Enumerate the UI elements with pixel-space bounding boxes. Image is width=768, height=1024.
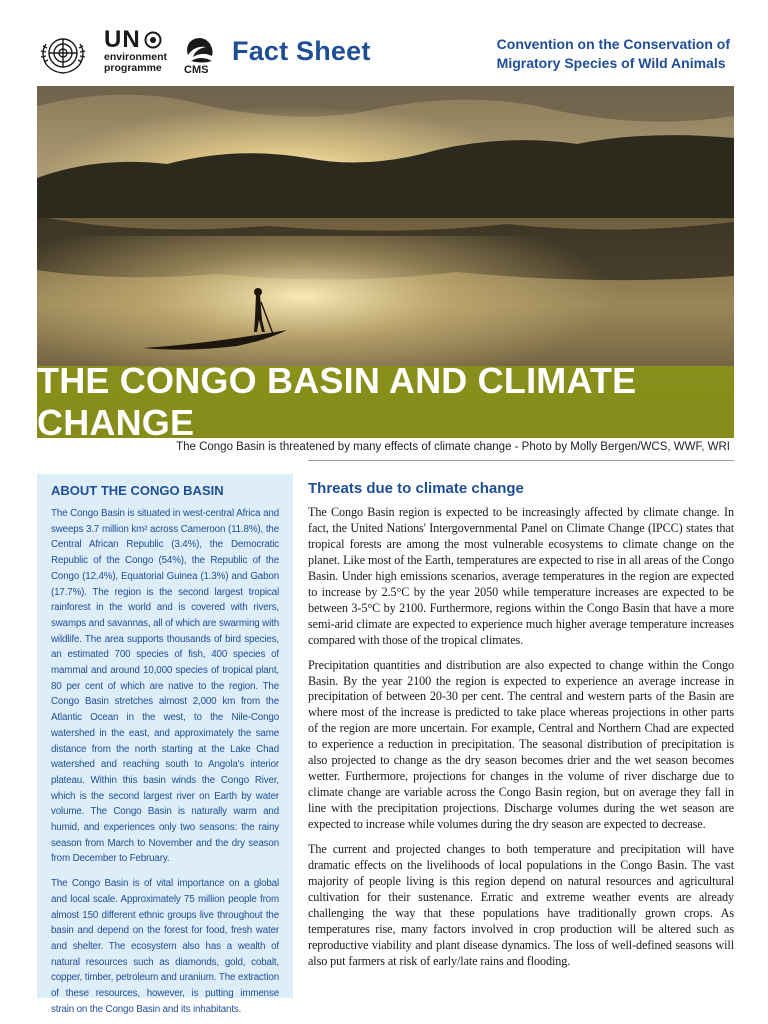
un-title-text: UN (104, 26, 141, 53)
section-heading: Threats due to climate change (308, 480, 524, 497)
convention-line-1: Convention on the Conservation of (496, 36, 730, 52)
un-small-emblem-icon (144, 31, 162, 49)
main-paragraph-2: Precipitation quantities and distribution are also expected to change within the Congo Basin. By the year 2100 the region is expected to experience an average increase in precipitation of between 20-30 per cent. The central and western parts of the Basin are where most of the increase is predicted to take place whereas projections in other parts of the region are more uncertain. For example, Central and Northern Chad are expected to experience a reduction in precipitation. The seasonal distribution of precipitation is also projected to change as the dry season becomes drier and the wet season becomes wetter. Furthermore, projections for changes in the volume of river discharge due to climate change are variable across the Congo Basin region, but on average they fall in line with the precipitation projections. Discharge volumes during the wet season are expected to increase while volumes during the dry season are expected to decrease. (308, 657, 734, 832)
photo-caption: The Congo Basin is threatened by many effects of climate change - Photo by Molly Bergen/WCS, WWF, WRI (176, 441, 730, 453)
sidebar-paragraph-1: The Congo Basin is situated in west-central Africa and sweeps 3.7 million km² across Cameroon (11.8%), the Central African Republic (3.4%), the Democratic Republic of the Congo (54%), the Republic of the Congo (12.4%), Equatorial Guinea (1.3%) and Gabon (17.7%). The region is the second largest tropical rainforest in the world and is covered with rivers, swamps and savannas, all of which are swarming with wildlife. The area supports thousands of bird species, an estimated 700 species of fish, 400 species of mammal and around 10,000 species of tropical plant, 80 per cent of which are native to the region. The Congo Basin stretches almost 2,000 km from the Atlantic Ocean in the west, to the Nile-Congo watershed in the east, and approximately the same distance from the north starting at the Lake Chad watershed and reaching south to Angola's interior plateau. Within this basin winds the Congo River, which is the second largest river on Earth by water volume. The Congo Basin is naturally warm and humid, and experiences only two seasons: the rainy season from March to November and the dry season from December to February. (51, 508, 279, 865)
unep-logo (104, 28, 167, 74)
page-title: THE CONGO BASIN AND CLIMATE CHANGE (37, 360, 637, 443)
sidebar-heading: ABOUT THE CONGO BASIN (51, 483, 224, 498)
sidebar-paragraph-2: The Congo Basin is of vital importance on a global and local scale. Approximately 75 million people from almost 150 different ethnic groups live throughout the basin and depend on the forest for food, fresh water and shelter. The ecosystem also has a wealth of natural resources such as diamonds, gold, cobalt, copper, timber, petroleum and uranium. The extraction of these resources, however, is putting immense strain on the Congo Basin and its inhabitants. (51, 878, 279, 1015)
un-title (104, 28, 167, 52)
page-header (0, 0, 768, 86)
main-paragraph-1: The Congo Basin region is expected to be increasingly affected by climate change. In fact, the United Nations' Intergovernmental Panel on Climate Change (IPCC) states that tropical forests are among the most vulnerable ecosystems to climate change on the planet. Like most of the Earth, temperatures are expected to rise in all areas of the Congo Basin. Under high emissions scenarios, average temperatures in the region are expected to increase by 2.5°C by the year 2050 while temperature increases are expected to be between 3-5°C by 2100. Furthermore, regions within the Congo Basin that have a more semi-arid climate are expected to experience much higher average temperature increases compared with those of the tropical climates. (308, 505, 734, 647)
un-emblem-icon (36, 30, 90, 76)
fact-sheet-title: Fact Sheet (232, 36, 371, 66)
cms-label: CMS (184, 64, 209, 76)
main-article (308, 480, 734, 979)
convention-line-2: Migratory Species of Wild Animals (496, 55, 726, 71)
unep-sub-line1: environment (104, 51, 168, 63)
unep-sub-line2: programme (104, 62, 162, 74)
about-sidebar (37, 474, 293, 1015)
convention-title (497, 35, 730, 73)
divider (308, 460, 734, 461)
main-paragraph-3: The current and projected changes to both temperature and precipitation will have dramatic effects on the livelihoods of local populations in the Congo Basin. The vast majority of people living is this region depend on natural resources and agricultural cultivation for their sustenance. Erratic and extreme weather events are already challenging the way that these populations have traditionally grown crops. As temperatures rise, many factors involved in crop production will be altered such as reproductive viability and plant disease dynamics. The loss of well-defined seasons will also put farmers at risk of early/late rains and flooding. (308, 842, 734, 968)
title-band (37, 360, 734, 443)
